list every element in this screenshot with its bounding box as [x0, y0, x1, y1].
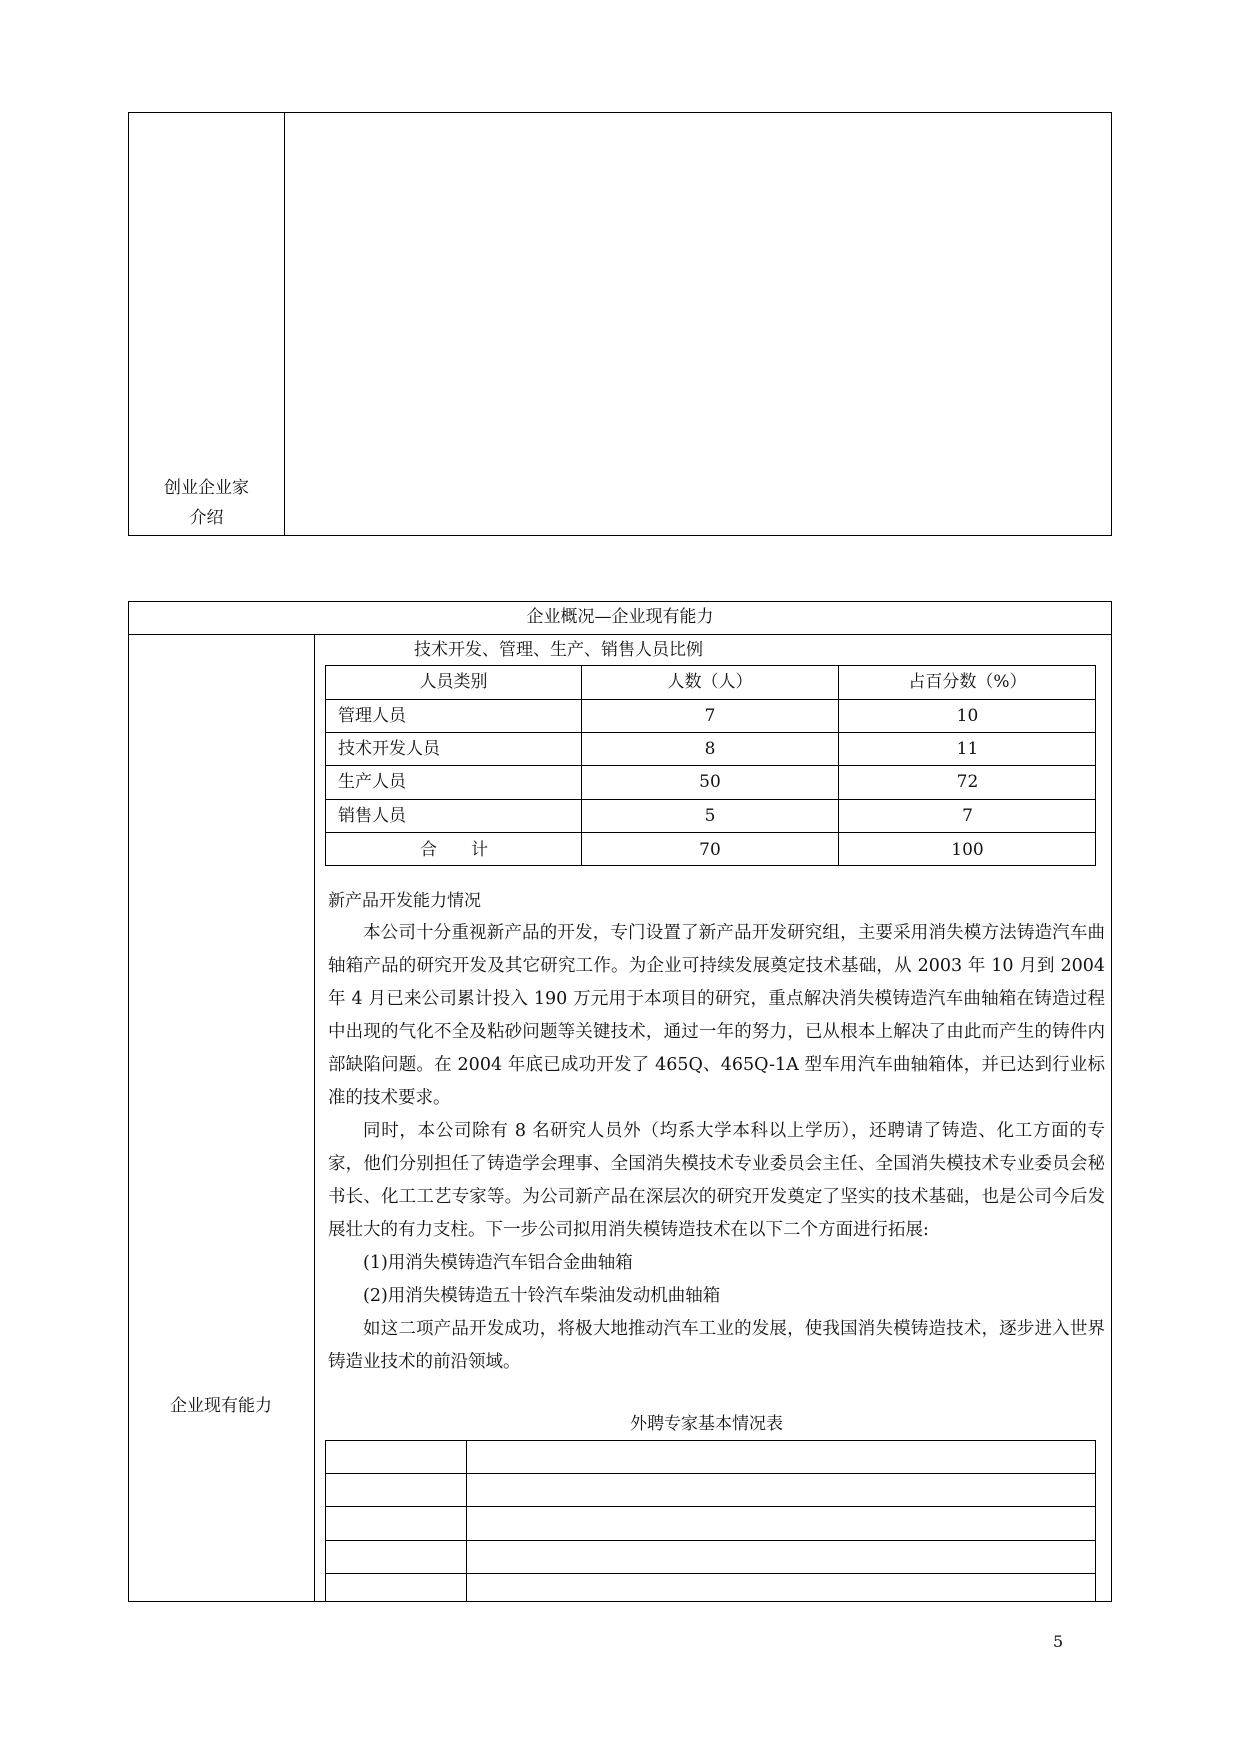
staff-row-percent: 72 [956, 772, 979, 792]
staff-row-percent: 10 [956, 706, 979, 726]
staff-table-caption: 技术开发、管理、生产、销售人员比例 [414, 640, 703, 660]
staff-row-count: 7 [704, 706, 716, 726]
new-product-body [328, 917, 1105, 1379]
staff-row-percent: 11 [956, 739, 979, 759]
staff-row-category: 管理人员 [338, 706, 406, 726]
staff-row-count: 5 [704, 806, 716, 826]
new-product-heading: 新产品开发能力情况 [328, 891, 481, 911]
expert-table-row-divider [325, 1573, 1096, 1574]
founder-label-line2: 介绍 [189, 508, 224, 528]
expert-table-caption: 外聘专家基本情况表 [630, 1414, 783, 1434]
new-product-para1: 本公司十分重视新产品的开发，专门设置了新产品开发研究组，主要采用消失模方法铸造汽车曲轴箱产品的研究开发及其它研究工作。为企业可持续发展奠定技术基础，从 2003 年 10 月到 2004 年 4 月已来公司累计投入 190 万元用于本项目的研究，重点解决消失模铸造汽车曲轴箱在铸造过程中出现的气化不全及粘砂问题等关键技术，通过一年的努力，已从根本上解决了由此而产生的铸件内部缺陷问题。在 2004 年底已成功开发了 465Q、465Q-1A 型车用汽车曲轴箱体，并已达到行业标准的技术要求。 [328, 923, 1105, 1108]
expert-table [325, 1440, 1096, 1602]
expert-table-row-divider [325, 1540, 1096, 1541]
staff-table-header-percent: 占百分数（%） [908, 672, 1027, 692]
staff-table-row-divider [325, 699, 1096, 700]
capability-side-divider [314, 634, 315, 1602]
staff-total-count: 70 [699, 840, 721, 860]
staff-table-row-divider [325, 832, 1096, 833]
founder-label-line1: 创业企业家 [164, 478, 249, 498]
staff-table-header-count: 人数（人） [667, 672, 753, 692]
staff-total-label: 合 计 [420, 840, 488, 860]
founder-content-area [285, 113, 1111, 535]
new-product-item1: (1)用消失模铸造汽车铝合金曲轴箱 [363, 1253, 633, 1273]
staff-total-percent: 100 [951, 840, 984, 860]
capability-header: 企业概况—企业现有能力 [526, 607, 714, 627]
staff-table-row-divider [325, 765, 1096, 766]
new-product-para2: 同时，本公司除有 8 名研究人员外（均系大学本科以上学历），还聘请了铸造、化工方面的专家，他们分别担任了铸造学会理事、全国消失模技术专业委员会主任、全国消失模技术专业委员会秘书长、化工工艺专家等。为公司新产品在深层次的研究开发奠定了坚实的技术基础，也是公司今后发展壮大的有力支柱。下一步公司拟用消失模铸造技术在以下二个方面进行拓展: [328, 1121, 1105, 1240]
new-product-para3: 如这二项产品开发成功，将极大地推动汽车工业的发展，使我国消失模铸造技术，逐步进入世界铸造业技术的前沿领域。 [328, 1319, 1105, 1372]
new-product-item2: (2)用消失模铸造五十铃汽车柴油发动机曲轴箱 [363, 1286, 721, 1306]
staff-table-row-divider [325, 732, 1096, 733]
expert-table-col-divider [466, 1440, 467, 1602]
expert-table-row-divider [325, 1473, 1096, 1474]
staff-row-category: 生产人员 [338, 772, 406, 792]
expert-table-row-divider [325, 1506, 1096, 1507]
staff-table-row-divider [325, 799, 1096, 800]
staff-row-count: 8 [704, 739, 716, 759]
page-number: 5 [1053, 1632, 1064, 1651]
capability-header-divider [128, 634, 1112, 635]
staff-row-category: 销售人员 [338, 806, 406, 826]
capability-side-label: 企业现有能力 [170, 1396, 272, 1416]
staff-row-count: 50 [699, 772, 721, 792]
staff-table-header-category: 人员类别 [419, 672, 488, 692]
staff-row-percent: 7 [962, 806, 973, 826]
staff-row-category: 技术开发人员 [338, 739, 440, 759]
